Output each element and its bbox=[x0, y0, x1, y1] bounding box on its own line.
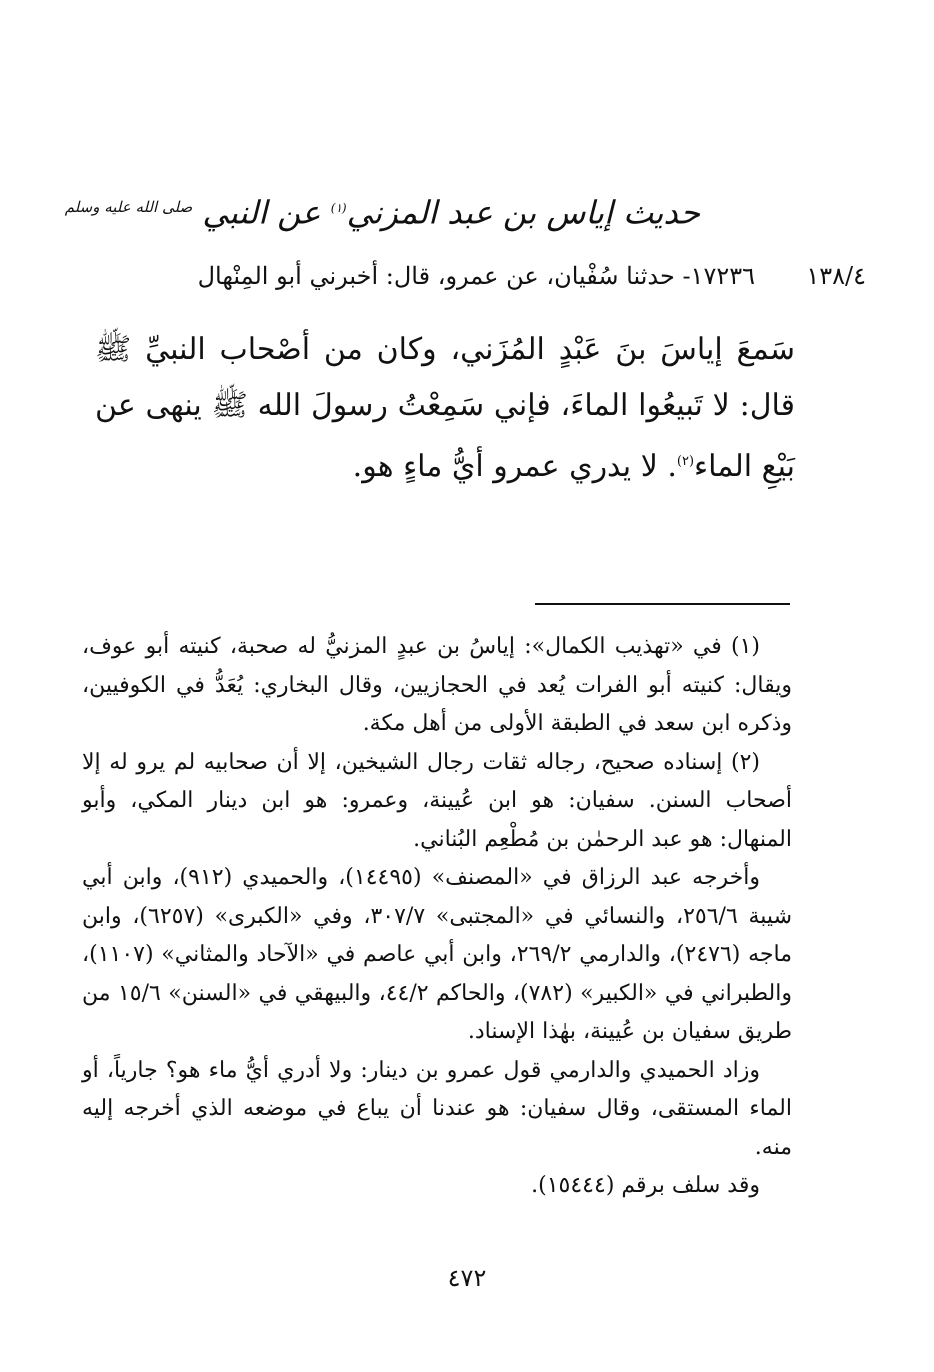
footnote-divider bbox=[535, 603, 790, 605]
heading-text: حديث إياس بن عبد المزني bbox=[346, 193, 700, 232]
page-number: ٤٧٢ bbox=[447, 1264, 487, 1292]
footnote-takhrij: وأخرجه عبد الرزاق في «المصنف» (١٤٤٩٥)، والحميدي (٩١٢)، وابن أبي شيبة ٢٥٦/٦، والنسائي في «المجتبى» ٣٠٧/٧، وفي «الكبرى» (٦٢٥٧)، وابن ماجه (٢٤٧٦)، والدارمي ٢٦٩/٢، وابن أبي عاصم في «الآحاد والمثاني» (١١٠٧)، والطبراني في «الكبير» (٧٨٢)، والحاكم ٤٤/٢، والبيهقي في «السنن» ١٥/٦ من طريق سفيان بن عُيينة، بهٰذا الإسناد. bbox=[82, 865, 792, 1044]
footnote-1: (١) في «تهذيب الكمال»: إياسُ بن عبدٍ المزنيُّ له صحبة، كنيته أبو عوف، ويقال: كنيته أبو الفرات يُعد في الحجازيين، وقال البخاري: يُعَدُّ في الكوفيين، وذكره ابن سعد في الطبقة الأولى من أهل مكة. bbox=[82, 634, 792, 736]
footnote-2: (٢) إسناده صحيح، رجاله ثقات رجال الشيخين، إلا أن صحابيه لم يرو له إلا أصحاب السنن. سفيان: هو ابن عُيينة، وعمرو: هو ابن دينار المكي، وأبو المنهال: هو عبد الرحمٰن بن مُطْعِم البُناني. bbox=[82, 749, 792, 852]
salutation-ligature: صلى الله عليه وسلم bbox=[64, 198, 193, 216]
footnotes bbox=[82, 628, 792, 1206]
hadith-note-marker: (٢) bbox=[676, 454, 695, 469]
hadith-isnad-line: ١٧٢٣٦- حدثنا سُفْيان، عن عمرو، قال: أخبرني أبو المِنْهال bbox=[197, 262, 755, 290]
volume-page-reference: ١٣٨/٤ bbox=[806, 262, 866, 290]
hadith-text-part1: سَمعَ إياسَ بنَ عَبْدٍ المُزَني، وكان من أصْحاب النبيِّ ﷺ قال: لا تَبيعُوا الماءَ، فإني سَمِعْتُ رسولَ الله ﷺ ينهى عن بَيْعِ الماء bbox=[95, 332, 795, 484]
heading-note-marker: (١) bbox=[330, 201, 347, 215]
hadith-text-part2: . لا يدري عمرو أيُّ ماءٍ هو. bbox=[352, 449, 677, 484]
chapter-heading bbox=[64, 182, 700, 238]
footnote-cross-reference: وقد سلف برقم (١٥٤٤٤). bbox=[531, 1173, 760, 1198]
footnote-addition: وزاد الحميدي والدارمي قول عمرو بن دينار: ولا أدري أيُّ ماء هو؟ جارياً، أو الماء المستقى، وقال سفيان: هو عندنا أن يباع في موضعه الذي أخرجه إليه منه. bbox=[82, 1057, 792, 1160]
heading-suffix: عن النبي bbox=[202, 193, 321, 232]
hadith-text bbox=[95, 322, 795, 495]
